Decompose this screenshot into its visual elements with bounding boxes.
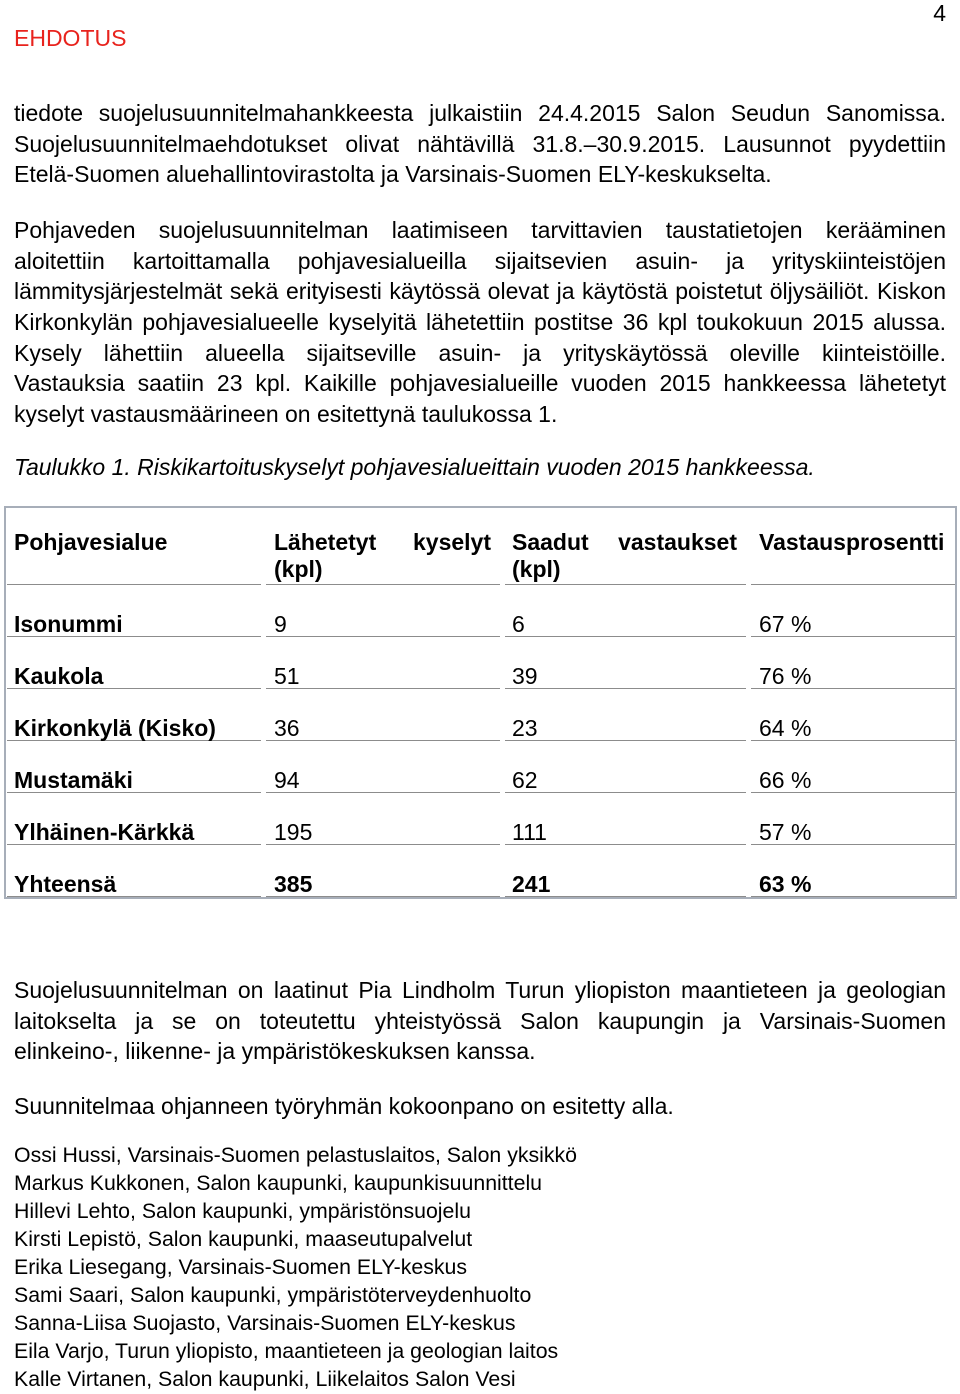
area-cell: Mustamäki [7, 741, 261, 793]
rate-cell: 64 % [751, 689, 955, 741]
working-group-member: Markus Kukkonen, Salon kaupunki, kaupunkisuunnittelu [14, 1171, 543, 1195]
working-group-list [14, 1141, 577, 1393]
table-row [6, 793, 955, 845]
intro-paragraph [14, 98, 946, 190]
table-row [6, 689, 955, 741]
working-group-member: Kirsti Lepistö, Salon kaupunki, maaseutupalvelut [14, 1227, 473, 1251]
sent-cell: 195 [266, 793, 500, 845]
paragraph-line: laitokselta ja se on toteutettu yhteistyössä Salon kaupungin ja Varsinais-Suomen [14, 1007, 946, 1034]
paragraph-line: Etelä-Suomen aluehallintovirastolta ja Varsinais-Suomen ELY-keskukselta. [14, 161, 772, 188]
rate-cell: 76 % [751, 637, 955, 689]
paragraph-line: tiedote suojelusuunnitelmahankkeesta julkaistiin 24.4.2015 Salon Seudun Sanomissa. [14, 100, 946, 126]
column-header-sent: Lähetetyt kyselyt (kpl) [266, 508, 500, 585]
paragraph-line: Pohjaveden suojelusuunnitelman laatimiseen tarvittavien taustatietojen kerääminen [14, 217, 946, 243]
rate-cell: 66 % [751, 741, 955, 793]
draft-status-label: EHDOTUS [14, 25, 127, 51]
working-group-member: Hillevi Lehto, Salon kaupunki, ympäristönsuojelu [14, 1199, 471, 1223]
author-paragraph [14, 975, 946, 1067]
sent-cell: 9 [266, 585, 500, 637]
working-group-intro: Suunnitelmaa ohjanneen työryhmän kokoonpano on esitetty alla. [14, 1093, 674, 1119]
area-cell: Kirkonkylä (Kisko) [7, 689, 261, 741]
area-cell: Isonummi [7, 585, 261, 637]
sent-cell: 51 [266, 637, 500, 689]
received-cell: 62 [505, 741, 746, 793]
working-group-member: Erika Liesegang, Varsinais-Suomen ELY-keskus [14, 1255, 467, 1279]
received-cell: 39 [505, 637, 746, 689]
paragraph-line: Kysely lähettiin alueella sijaitseville asuin- ja yrityskäytössä oleville kiinteistöille. [14, 339, 946, 366]
rate-cell: 67 % [751, 585, 955, 637]
column-header-response-rate: Vastausprosentti [751, 508, 955, 585]
column-header-received: Saadut vastaukset (kpl) [505, 508, 746, 585]
paragraph-line: Suojelusuunnitelmaehdotukset olivat nähtävillä 31.8.–30.9.2015. Lausunnot pyydettiin [14, 130, 946, 157]
total-label-cell: Yhteensä [7, 845, 261, 897]
working-group-member: Sami Saari, Salon kaupunki, ympäristöterveydenhuolto [14, 1283, 532, 1307]
paragraph-line: aloitettiin kartoittamalla pohjavesialueilla sijaitsevien asuin- ja yrityskiinteistöjen [14, 247, 946, 274]
paragraph-line: elinkeino-, liikenne- ja ympäristökeskuksen kanssa. [14, 1038, 536, 1064]
total-rate-cell: 63 % [751, 845, 955, 897]
table-total-row [6, 845, 955, 897]
table-row [6, 741, 955, 793]
rate-cell: 57 % [751, 793, 955, 845]
table-row [6, 585, 955, 637]
working-group-member: Eila Varjo, Turun yliopisto, maantieteen ja geologian laitos [14, 1339, 559, 1363]
area-cell: Kaukola [7, 637, 261, 689]
paragraph-line: Suojelusuunnitelman on laatinut Pia Lindholm Turun yliopiston maantieteen ja geologian [14, 977, 946, 1003]
paragraph-line: kyselyt vastausmäärineen on esitettynä taulukossa 1. [14, 401, 558, 428]
received-cell: 6 [505, 585, 746, 637]
column-header-area: Pohjavesialue [7, 508, 261, 585]
sent-cell: 36 [266, 689, 500, 741]
sent-cell: 94 [266, 741, 500, 793]
working-group-member: Ossi Hussi, Varsinais-Suomen pelastuslaitos, Salon yksikkö [14, 1143, 578, 1167]
page-number: 4 [933, 0, 946, 26]
area-cell: Ylhäinen-Kärkkä [7, 793, 261, 845]
method-paragraph [14, 215, 946, 430]
received-cell: 111 [505, 793, 746, 845]
survey-results-table [4, 506, 957, 899]
working-group-member: Kalle Virtanen, Salon kaupunki, Liikelaitos Salon Vesi [14, 1367, 516, 1391]
total-sent-cell: 385 [266, 845, 500, 897]
paragraph-line: Kirkonkylän pohjavesialueelle kyselyitä lähetettiin postitse 36 kpl toukokuun 2015 alussa. [14, 309, 946, 336]
paragraph-line: Vastauksia saatiin 23 kpl. Kaikille pohjavesialueille vuoden 2015 hankkeessa lähetetyt [14, 370, 946, 397]
working-group-member: Sanna-Liisa Suojasto, Varsinais-Suomen ELY-keskus [14, 1311, 516, 1335]
table-header-row [6, 508, 955, 585]
received-cell: 23 [505, 689, 746, 741]
table-caption: Taulukko 1. Riskikartoituskyselyt pohjavesialueittain vuoden 2015 hankkeessa. [14, 454, 815, 480]
paragraph-line: lämmitysjärjestelmät sekä erityisesti käytössä olevat ja käytöstä poistetut öljysäiliöt. Kiskon [14, 278, 946, 305]
total-received-cell: 241 [505, 845, 746, 897]
table-row [6, 637, 955, 689]
